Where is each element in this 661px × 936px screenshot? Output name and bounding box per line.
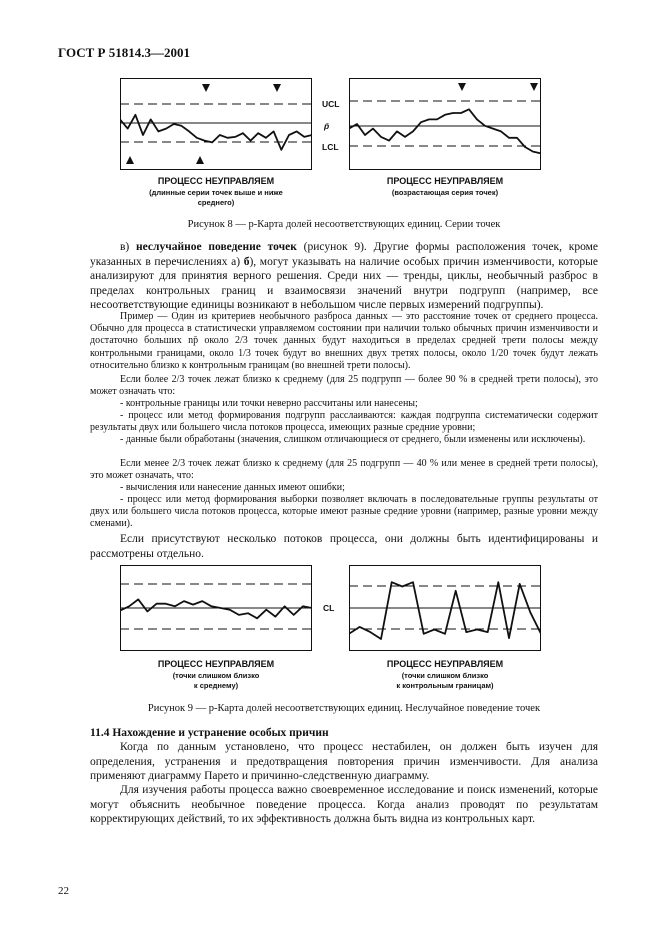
- section-heading: 11.4 Нахождение и устранение особых причин: [90, 727, 329, 739]
- example-p1: Пример — Один из критериев необычного разброса данных — это расстояние точек от среднего процесса. Обычно для процесса в статистически управляемом состоянии при наличии только обычных причин изменчивости и достаточно больших np̄ около 2/3 точек данных будут находиться в пределах средней трети полосы между контрольными границами, около 1/3 точек будут во внешних двух третях полосы, около 1/20 точек будут лежать относительно близко к контрольным границам (во внешней трети полосы).: [90, 311, 598, 371]
- series-line: [349, 109, 541, 153]
- marker-down-2: [273, 84, 281, 92]
- example-p3: Если менее 2/3 точек лежат близко к среднему (для 25 подгрупп — 40 % или менее в средней трети полосы), это может означать, что:: [90, 458, 598, 482]
- p-label: p̄: [324, 121, 330, 131]
- fig9-right-subtitle1: (точки слишком близко: [401, 671, 489, 680]
- document-header: ГОСТ Р 51814.3—2001: [58, 45, 190, 60]
- section-p2: Для изучения работы процесса важно своевременное исследование и поиск изменений, которые могут объяснить необычное поведение процесса. Когда анализ проводят по результатам корректирующих действий, то их эффективность должна быть видна из контрольных карт.: [90, 784, 598, 825]
- paragraph-streams: Если присутствуют несколько потоков процесса, они должны быть идентифицированы и рассмотрены отдельно.: [90, 533, 598, 560]
- example-bullet-5: - процесс или метод формирования выборки позволяет включать в последовательные группы результаты от двух или большего числа потоков процесса, которые имеют разные средние уровни (например, разные уровни между сменами).: [90, 494, 598, 530]
- example-p2: Если более 2/3 точек лежат близко к среднему (для 25 подгрупп — более 90 % в средней трети полосы), это может означать что:: [90, 374, 598, 398]
- fig9-right-chart: [349, 565, 541, 651]
- para-lead: в): [120, 241, 137, 253]
- lcl-label: LCL: [322, 142, 339, 152]
- example-bullet-1: - контрольные границы или точки неверно рассчитаны или нанесены;: [120, 398, 418, 409]
- fig9-left-subtitle2: к среднему): [193, 681, 239, 690]
- page-number: 22: [58, 885, 69, 897]
- marker-down-1: [202, 84, 210, 92]
- para-b-letter: б: [243, 255, 250, 268]
- marker-down-2: [530, 83, 538, 91]
- fig8-left-subtitle2: среднего): [197, 198, 235, 207]
- para-text1: (рисунок 9). Другие формы расположения точек, кроме указанных в перечислениях а): [90, 241, 599, 268]
- fig8-right-subtitle1: (возрастающая серия точек): [391, 188, 499, 197]
- para-bold-term: неслучайное поведение точек: [136, 241, 297, 253]
- fig8-right-svg: [349, 78, 541, 170]
- series-line: [120, 599, 312, 618]
- series-line: [349, 582, 541, 639]
- paragraph-nonrandom: [90, 240, 598, 313]
- para-text2: ), могут указывать на наличие особых причин изменчивости, которые анализируют для принятия верного решения. Среди них — тренды, циклы, необычный разброс в пределах контрольных границ и взаимосвязи значений внутри подгрупп (например, все несоответствующие единицы возникают в небольшом числе первых измерений подгруппы).: [90, 255, 598, 311]
- fig9-left-subtitle1: (точки слишком близко: [172, 671, 260, 680]
- fig8-left-subtitle1: (длинные серии точек выше и ниже: [149, 188, 283, 197]
- fig8-right-title: ПРОЦЕСС НЕУПРАВЛЯЕМ: [386, 176, 504, 186]
- marker-up-2: [196, 156, 204, 164]
- fig8-right-chart: [349, 78, 541, 170]
- section-p1: Когда по данным установлено, что процесс нестабилен, он должен быть изучен для определения, устранения и предотвращения повторения причин изменчивости. Для анализа применяют диаграмму Парето и причинно-следственную диаграмму.: [90, 741, 598, 782]
- marker-down-1: [458, 83, 466, 91]
- marker-up-1: [126, 156, 134, 164]
- fig9-left-title: ПРОЦЕСС НЕУПРАВЛЯЕМ: [157, 659, 275, 669]
- example-bullet-4: - вычисления или нанесение данных имеют ошибки;: [120, 482, 345, 493]
- fig8-left-chart: [120, 78, 312, 170]
- fig9-right-svg: [349, 565, 541, 651]
- fig9-left-svg: [120, 565, 312, 651]
- ucl-label: UCL: [322, 99, 340, 109]
- fig8-left-svg: [120, 78, 312, 170]
- example-bullet-3: - данные были обработаны (значения, слишком отличающиеся от среднего, были изменены или исключены).: [120, 434, 586, 445]
- fig9-right-subtitle2: к контрольным границам): [396, 681, 494, 690]
- chart-frame: [350, 79, 541, 170]
- fig9-caption: Рисунок 9 — p-Карта долей несоответствующих единиц. Неслучайное поведение точек: [147, 703, 541, 714]
- fig9-right-title: ПРОЦЕСС НЕУПРАВЛЯЕМ: [386, 659, 504, 669]
- series-line: [120, 115, 312, 150]
- fig9-left-chart: [120, 565, 312, 651]
- fig8-left-title: ПРОЦЕСС НЕУПРАВЛЯЕМ: [157, 176, 275, 186]
- example-bullet-2: - процесс или метод формирования подгрупп расслаиваются: каждая подгруппа систематически содержит результаты двух или большего числа потоков процесса, имеющих разные средние уровни;: [90, 410, 598, 434]
- cl-label: CL: [323, 603, 335, 613]
- fig8-caption: Рисунок 8 — p-Карта долей несоответствующих единиц. Серии точек: [187, 219, 501, 230]
